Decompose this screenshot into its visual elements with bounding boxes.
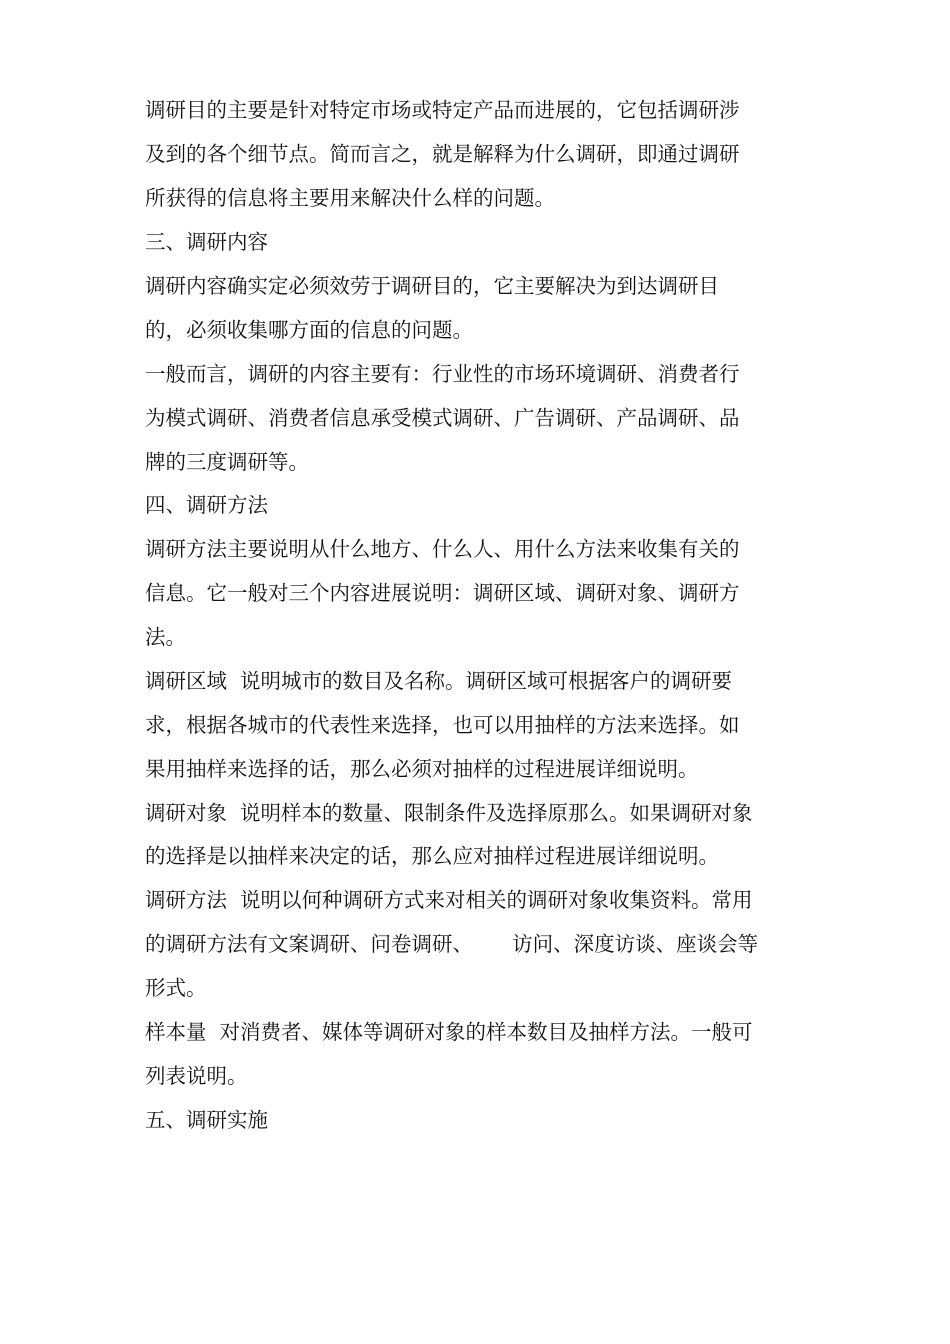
text-line: 果用抽样来选择的话，那么必须对抽样的过程进展详细说明。	[145, 757, 699, 781]
text-line: 信息。它一般对三个内容进展说明：调研区域、调研对象、调研方	[145, 581, 740, 605]
text-line: 调研区域 说明城市的数目及名称。调研区域可根据客户的调研要	[145, 669, 733, 693]
text-line: 法。	[145, 625, 186, 649]
text-line: 的，必须收集哪方面的信息的问题。	[145, 318, 473, 342]
text-line: 牌的三度调研等。	[145, 450, 309, 474]
text-line: 所获得的信息将主要用来解决什么样的问题。	[145, 186, 555, 210]
section-heading: 四、调研方法	[145, 493, 268, 517]
text-line: 列表说明。	[145, 1064, 248, 1088]
text-line: 一般而言，调研的内容主要有：行业性的市场环境调研、消费者行	[145, 362, 740, 386]
text-line: 的选择是以抽样来决定的话，那么应对抽样过程进展详细说明。	[145, 844, 719, 868]
text-line: 及到的各个细节点。简而言之，就是解释为什么调研，即通过调研	[145, 142, 740, 166]
text-line: 的调研方法有文案调研、问卷调研、 访问、深度访谈、座谈会等	[145, 932, 759, 956]
section-heading: 三、调研内容	[145, 230, 268, 254]
text-line: 调研对象 说明样本的数量、限制条件及选择原那么。如果调研对象	[145, 801, 753, 825]
text-line: 求，根据各城市的代表性来选择，也可以用抽样的方法来选择。如	[145, 713, 740, 737]
text-line: 样本量 对消费者、媒体等调研对象的样本数目及抽样方法。一般可	[145, 1020, 753, 1044]
text-line: 形式。	[145, 976, 207, 1000]
text-line: 调研目的主要是针对特定市场或特定产品而进展的，它包括调研涉	[145, 98, 740, 122]
text-line: 调研方法主要说明从什么地方、什么人、用什么方法来收集有关的	[145, 537, 740, 561]
text-line: 调研方法 说明以何种调研方式来对相关的调研对象收集资料。常用	[145, 888, 753, 912]
text-line: 调研内容确实定必须效劳于调研目的，它主要解决为到达调研目	[145, 274, 719, 298]
text-line: 为模式调研、消费者信息承受模式调研、广告调研、产品调研、品	[145, 406, 740, 430]
section-heading: 五、调研实施	[145, 1108, 268, 1132]
